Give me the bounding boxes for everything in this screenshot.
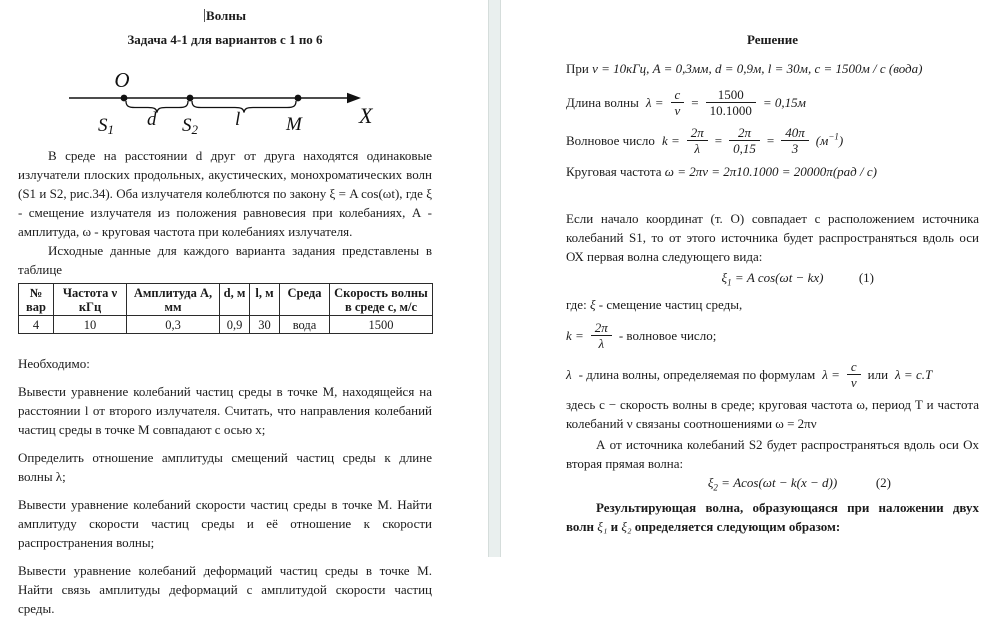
wavelength-line	[566, 87, 979, 118]
angular-frequency-label: Круговая частота	[566, 164, 662, 179]
cell-amplitude: 0,3	[127, 316, 220, 334]
intro-paragraph: В среде на расстоянии d друг от друга находятся одинаковые излучатели плоских продольных, акустических, монохроматических волн (S1 и S2, рис.34). Оба излучателя колеблются по закону ξ = A cos(ωt), где ξ - смещение излучателя из положения равновесия при колебаниях, А - амплитуда, ω - круговая частота при колебаниях излучателя.	[18, 148, 432, 239]
col-frequency: Частота ν кГц	[54, 284, 127, 316]
cell-speed: 1500	[330, 316, 433, 334]
doc-title: Волны	[206, 8, 246, 23]
xi1-symbol: ξ₁	[597, 519, 608, 534]
given-values-line	[566, 59, 979, 78]
lambda-symbol: λ	[566, 367, 572, 382]
table-header-row	[19, 284, 433, 316]
cell-l: 30	[250, 316, 280, 334]
col-medium: Среда	[280, 284, 330, 316]
origin-paragraph: Если начало координат (т. О) совпадает с расположением источника колебаний S1, то от этого источника будет распространяться вдоль оси ОХ первая волна следующего вида:	[566, 211, 979, 264]
text-cursor	[204, 9, 205, 22]
task-paragraph-3: Вывести уравнение колебаний скорости частиц среды в точке М. Найти амплитуду скорости частиц среды и её отношение к скорости распространения волны;	[18, 497, 432, 550]
given-prefix: При	[566, 61, 589, 76]
col-amplitude: Амплитуда А, мм	[127, 284, 220, 316]
equation-2	[566, 473, 979, 492]
angular-frequency-math: ω = 2πν = 2π10.1000 = 20000π(рад / с)	[664, 164, 877, 179]
s1-label: S1	[98, 115, 114, 137]
cell-frequency: 10	[54, 316, 127, 334]
fraction-2pi-over-lambda: $\frac{2\pi}{\lambda}$	[687, 125, 708, 156]
variants-table	[18, 283, 433, 334]
cell-medium: вода	[280, 316, 330, 334]
col-speed: Скорость волны в среде с, м/с	[330, 284, 433, 316]
page-right[interactable]	[501, 0, 1000, 557]
point-m	[295, 95, 302, 102]
fraction-2pi-over-lambda: $\frac{2\pi}{\lambda}$	[591, 320, 612, 351]
origin-label: O	[114, 68, 130, 92]
equation-2-number: (2)	[875, 475, 891, 490]
task-paragraph-2: Определить отношение амплитуды смещений частиц среды к длине волны λ;	[18, 450, 432, 484]
fraction-2pi-over-015: $\frac{2\pi}{0,15}$	[729, 125, 760, 156]
wavelength-definition-line: λ - длина волны, определяемая по формулам λ = $\frac{c}{\nu}$ или λ = c.T	[566, 359, 933, 390]
xi-symbol: ξ	[589, 297, 596, 312]
wave-axis-figure	[43, 60, 443, 138]
cell-variant: 4	[19, 316, 54, 334]
x-axis-label: X	[359, 103, 373, 128]
brace-l	[192, 101, 296, 113]
equals-sign: =	[714, 133, 723, 148]
table-intro-paragraph: Исходные данные для каждого варианта задания представлены в таблице	[18, 243, 432, 277]
fraction-1500-over-10000: $\frac{1500}{10.1000}$	[706, 87, 756, 118]
equals-sign: =	[691, 95, 699, 110]
point-s2	[187, 95, 194, 102]
wavelength-result: = 0,15м	[762, 95, 806, 110]
need-heading: Необходимо:	[18, 356, 90, 371]
wavenumber-label: Волновое число	[566, 133, 655, 148]
brace-d	[126, 101, 188, 113]
l-label: l	[235, 109, 241, 130]
second-source-paragraph: А от источника колебаний S2 будет распространяться вдоль оси Ох вторая прямая волна:	[566, 437, 979, 471]
col-variant: № вар	[19, 284, 54, 316]
s2-label: S2	[182, 115, 198, 137]
equation-1-number: (1)	[858, 270, 874, 285]
d-label: d	[147, 109, 157, 130]
x-axis-arrowhead	[347, 93, 361, 103]
task-paragraph-1: Вывести уравнение колебаний частиц среды в точке М, находящейся на расстоянии l от второго излучателя. Считать, что направления колебаний частиц среды в точке М совпадают с осью х;	[18, 384, 432, 437]
equation-1	[566, 268, 979, 287]
angular-frequency-line	[566, 162, 979, 181]
equation-2-body: $\xi_2 = Acos(\omega t - k(x - d))$	[707, 475, 838, 493]
task-paragraph-4: Вывести уравнение колебаний деформаций частиц среды в точке М. Найти связь амплитуды деформаций с амплитудой скорости частиц среды.	[18, 563, 432, 616]
wavenumber-lhs: k =	[661, 133, 680, 148]
wavenumber-definition-line: k = $\frac{2\pi}{\lambda}$ - волновое число;	[566, 320, 717, 351]
resulting-wave-paragraph: Результирующая волна, образующаяся при наложении двух волн ξ₁ и ξ₂ определяется следующим образом:	[566, 500, 979, 534]
doc-title-line	[18, 8, 432, 23]
wavenumber-line	[566, 125, 979, 156]
fraction-40pi-over-3: $\frac{40\pi}{3}$	[781, 125, 809, 156]
page-left[interactable]	[0, 0, 488, 616]
given-math: ν = 10кГц, A = 0,3мм, d = 0,9м, l = 30м, c = 1500м / с (вода)	[592, 61, 923, 76]
equals-sign: =	[766, 133, 775, 148]
speed-relation-paragraph: здесь с − скорость волны в среде; круговая частота ω, период Т и частота колебаний ν связаны соотношениями ω = 2πν	[566, 397, 979, 431]
col-l: l, м	[250, 284, 280, 316]
wavelength-label: Длина волны	[566, 95, 639, 110]
cell-d: 0,9	[220, 316, 250, 334]
point-s1	[121, 95, 128, 102]
xi2-symbol: ξ₂	[621, 519, 632, 534]
wavenumber-unit: $(м^{-1})$	[815, 131, 844, 148]
table-row	[19, 316, 433, 334]
equation-1-body: $\xi_1 = A$ cos(ωt − kx)	[721, 270, 824, 288]
doc-subtitle: Задача 4-1 для вариантов с 1 по 6	[127, 32, 323, 47]
col-d: d, м	[220, 284, 250, 316]
solution-heading: Решение	[746, 32, 799, 47]
fraction-c-over-nu: $\frac{c}{\nu}$	[847, 359, 861, 390]
m-label: M	[286, 114, 302, 135]
page-gap	[488, 0, 501, 557]
wavelength-lhs: λ =	[645, 95, 664, 110]
fraction-c-over-nu: $\frac{c}{\nu}$	[671, 87, 685, 118]
where-line: где: ξ - смещение частиц среды,	[566, 297, 743, 312]
